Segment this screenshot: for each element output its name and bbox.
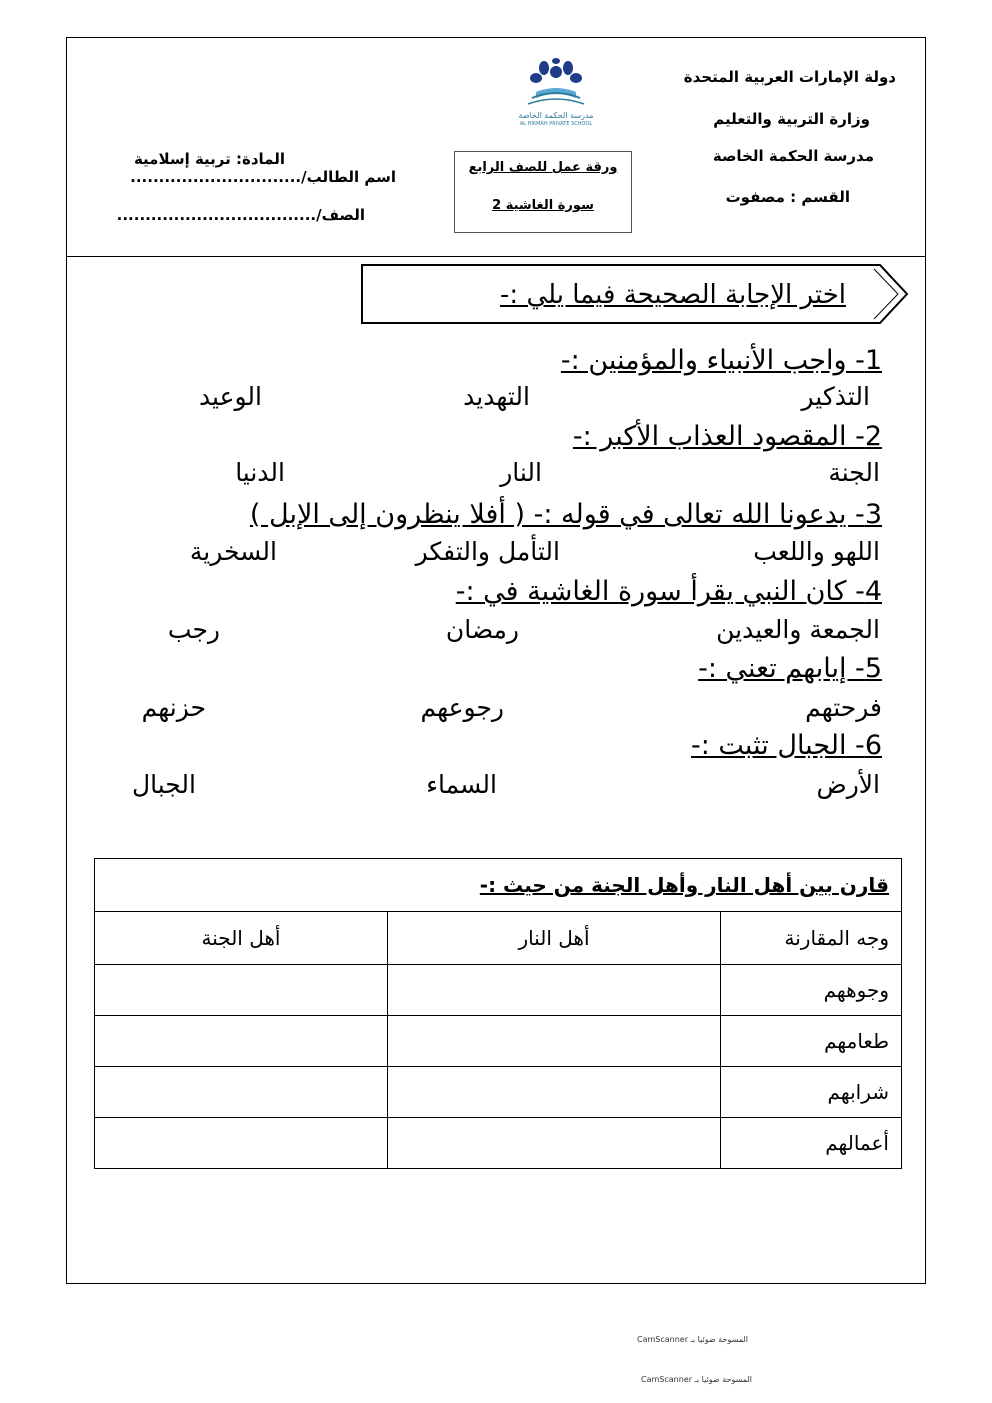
q2-option-3: الدنيا: [235, 458, 285, 487]
row-label-food: طعامهم: [721, 1016, 902, 1067]
table-row: [95, 1067, 902, 1118]
q4-option-3: رجب: [167, 615, 220, 644]
worksheet-line1: ورقة عمل للصف الرابع: [468, 160, 618, 175]
q5-option-3: حزنهم: [141, 693, 206, 722]
answer-cell[interactable]: [388, 1067, 721, 1118]
header-people-of-paradise: أهل الجنة: [95, 912, 388, 965]
q1-option-3: الوعيد: [198, 382, 262, 411]
header-people-of-fire: أهل النار: [388, 912, 721, 965]
answer-cell[interactable]: [95, 1067, 388, 1118]
question-6: 6- الجبال تثبت :-: [691, 730, 882, 761]
comparison-table: [94, 858, 902, 1169]
q1-option-1: التذكير: [801, 382, 870, 411]
q5-option-1: فرحتهم: [805, 693, 882, 722]
q3-option-2: التأمل والتفكر: [415, 537, 560, 566]
q6-option-2: السماء: [426, 770, 497, 799]
q4-option-1: الجمعة والعيدين: [716, 615, 880, 644]
q2-option-2: النار: [500, 458, 542, 487]
q3-option-1: اللهو واللعب: [753, 537, 880, 566]
worksheet-line2: سورة الغاشية 2: [492, 198, 594, 213]
row-label-faces: وجوههم: [721, 965, 902, 1016]
q5-option-2: رجوعهم: [420, 693, 504, 722]
q6-option-3: الجبال: [131, 770, 196, 799]
q2-option-1: الجنة: [828, 458, 880, 487]
q4-option-2: رمضان: [445, 615, 519, 644]
q3-option-3: السخرية: [189, 537, 277, 566]
table-row: [95, 1016, 902, 1067]
answer-cell[interactable]: [95, 965, 388, 1016]
header-section: القسم : مصفوت: [725, 188, 850, 206]
q1-option-2: التهديد: [463, 382, 530, 411]
instruction-text: اختر الإجابة الصحيحة فيما يلي :-: [500, 280, 846, 310]
header-subject: المادة: تربية إسلامية: [133, 150, 285, 168]
answer-cell[interactable]: [388, 965, 721, 1016]
scanner-watermark-1: CamScanner المسوحة ضوئيا بـ: [637, 1335, 749, 1344]
logo-school-name: مدرسة الحكمة الخاصة: [518, 111, 594, 120]
q6-option-1: الأرض: [816, 770, 880, 799]
scanner-watermark-2: CamScanner المسوحة ضوئيا بـ: [641, 1375, 753, 1384]
answer-cell[interactable]: [95, 1016, 388, 1067]
worksheet-title-box: [454, 151, 632, 233]
header-school: مدرسة الحكمة الخاصة: [712, 147, 874, 165]
header-country: دولة الإمارات العربية المتحدة: [683, 68, 896, 86]
table-row: [95, 965, 902, 1016]
question-3: 3- يدعونا الله تعالى في قوله :- ( أفلا ينظرون إلى الإبل ): [249, 499, 882, 530]
question-1: 1- واجب الأنبياء والمؤمنين :-: [560, 345, 882, 376]
row-label-drink: شرابهم: [721, 1067, 902, 1118]
header-grade-class: الصف/...................................: [116, 206, 365, 224]
question-2: 2- المقصود العذاب الأكبر :-: [572, 421, 882, 452]
answer-cell[interactable]: [388, 1118, 721, 1169]
table-row: [95, 1118, 902, 1169]
logo-school-name-en: AL HIKMAH PRIVATE SCHOOL: [519, 121, 593, 127]
header-student-name: اسم الطالب/..............................: [130, 168, 396, 186]
answer-cell[interactable]: [95, 1118, 388, 1169]
answer-cell[interactable]: [388, 1016, 721, 1067]
question-4: 4- كان النبي يقرأ سورة الغاشية في :-: [455, 576, 882, 607]
header-comparison-aspect: وجه المقارنة: [721, 912, 902, 965]
question-5: 5- إيابهم تعني :-: [698, 653, 882, 684]
comparison-title: قارن بين أهل النار وأهل الجنة من حيث :-: [95, 859, 902, 912]
row-label-deeds: أعمالهم: [721, 1118, 902, 1169]
header-divider: [66, 256, 926, 257]
header-ministry: وزارة التربية والتعليم: [713, 110, 870, 128]
